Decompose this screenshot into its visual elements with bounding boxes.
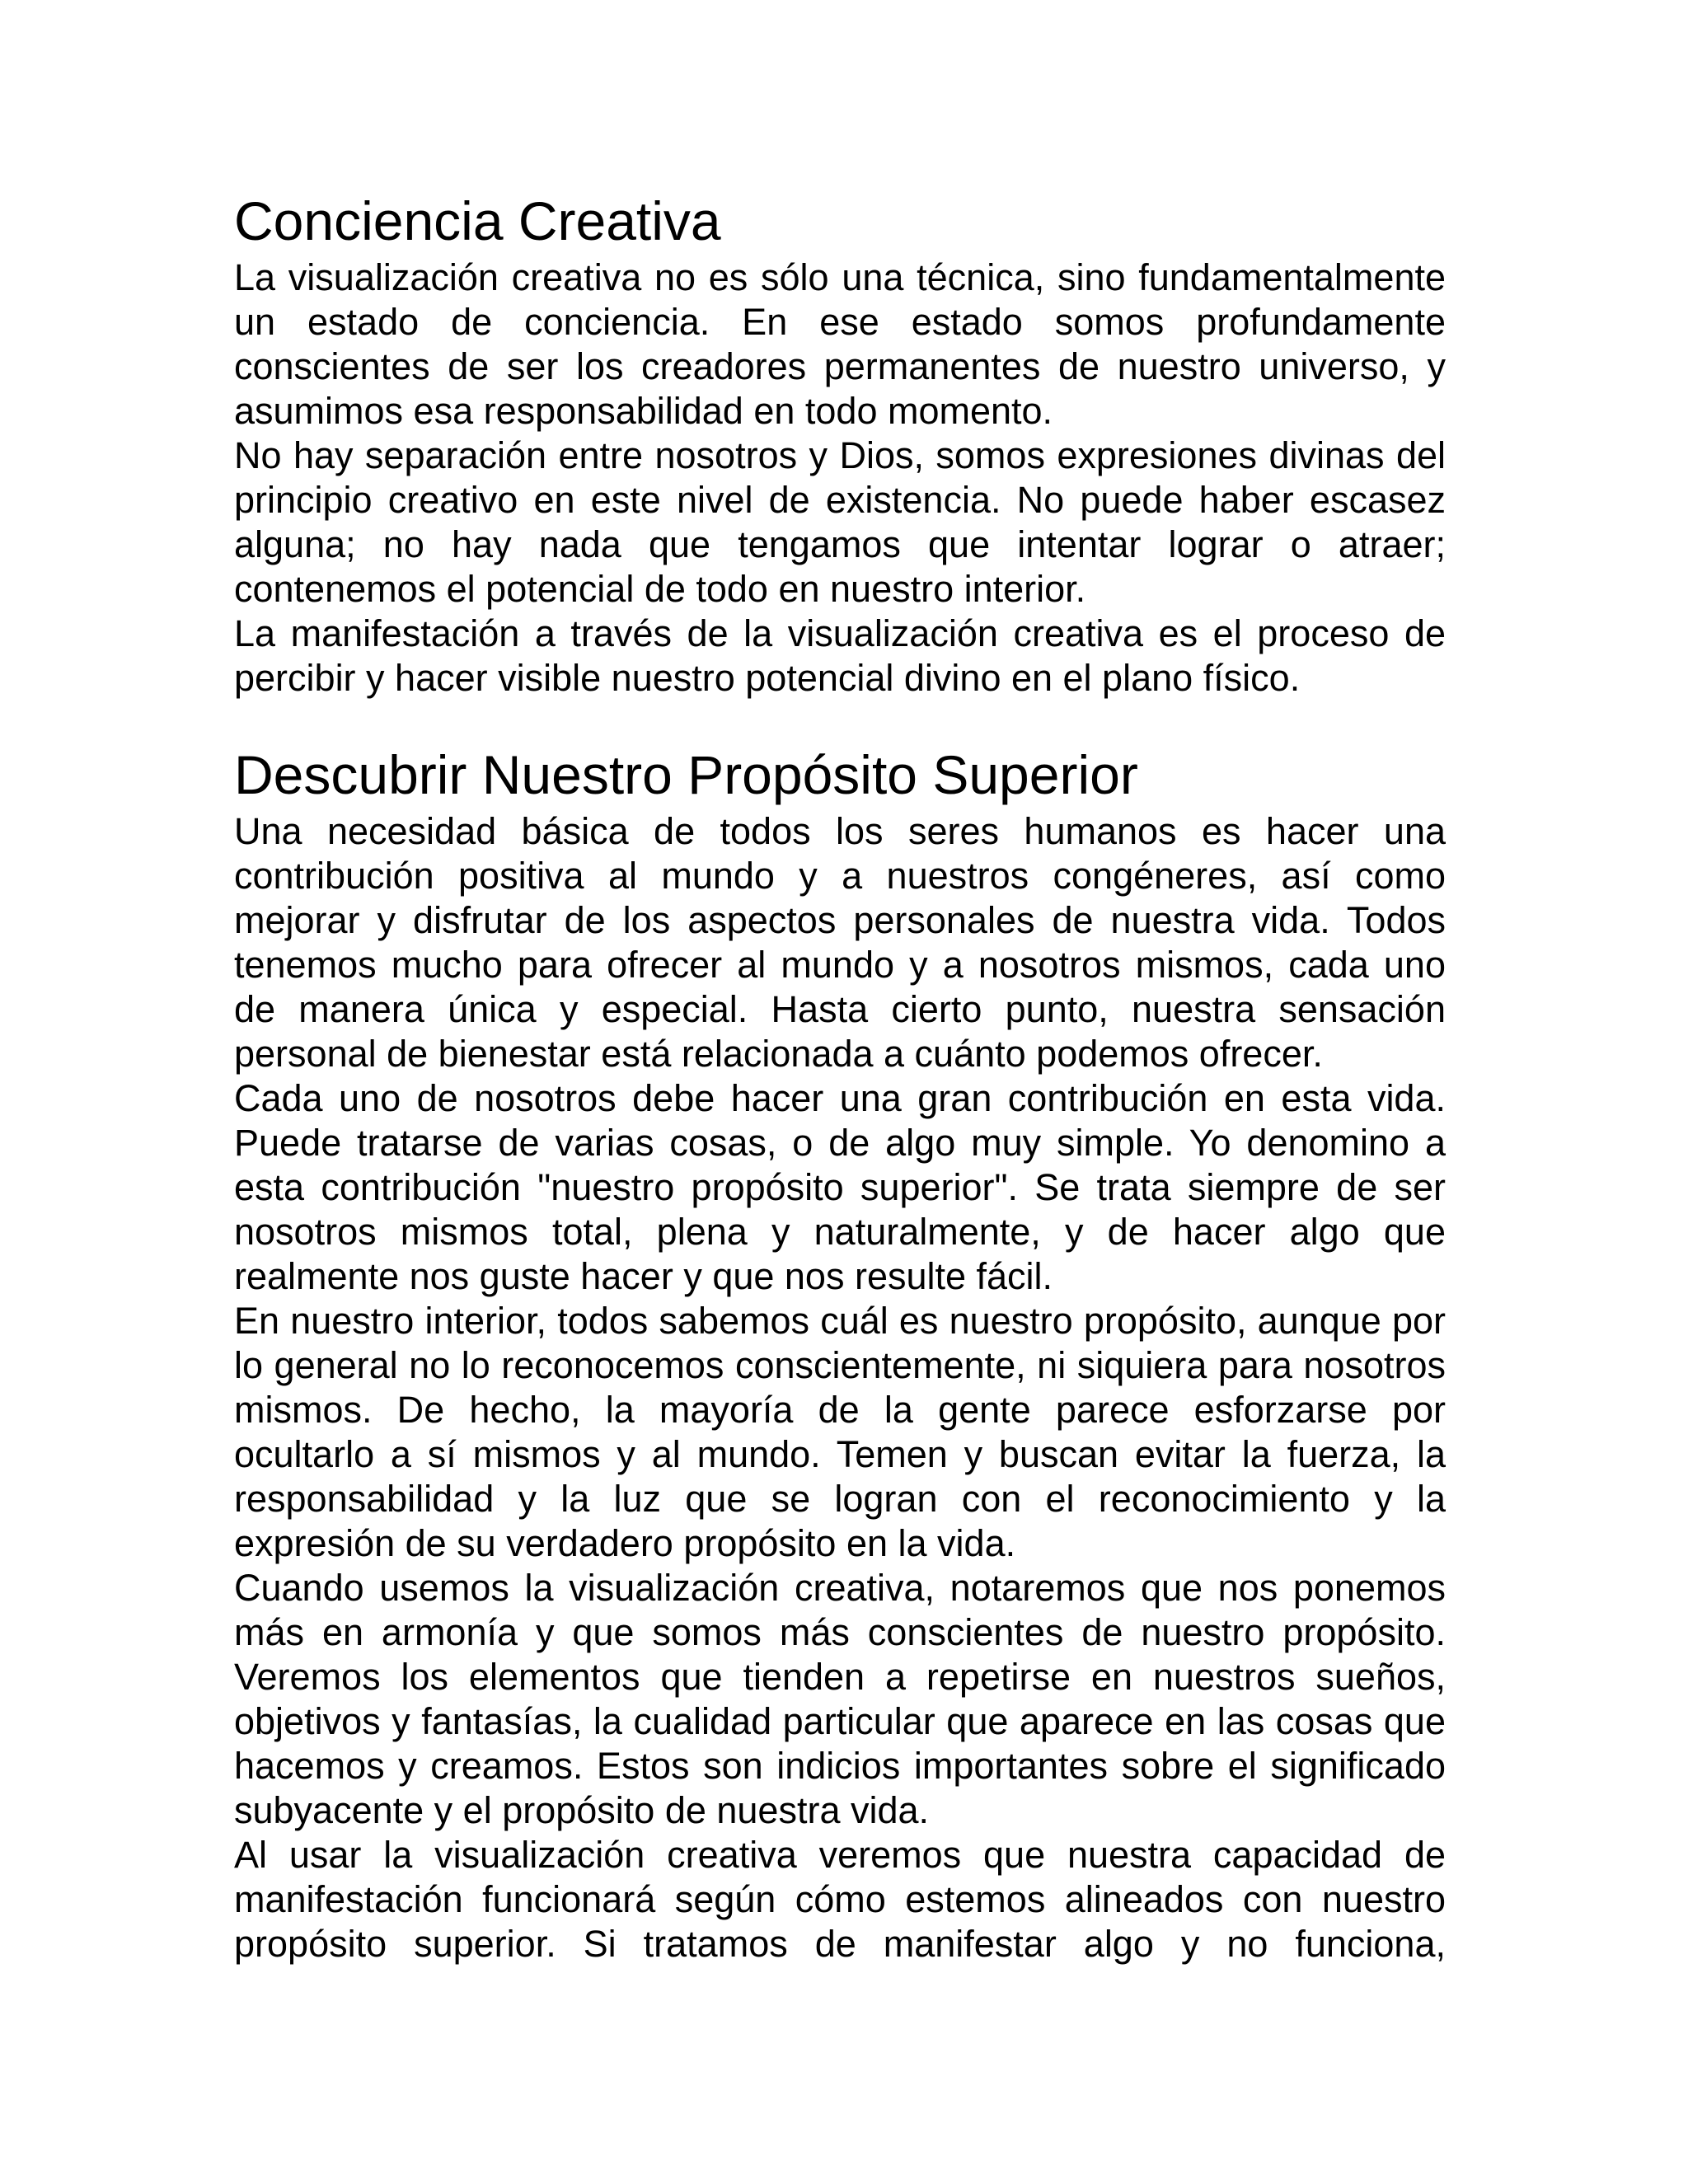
- paragraph: Una necesidad básica de todos los seres humanos es hacer una contribución positiva al mundo y a nuestros congéneres, así como mejorar y disfrutar de los aspectos personales de nuestra vida. Todos tenemos mucho para ofrecer al mundo y a nosotros mismos, cada uno de manera única y especial. Hasta cierto punto, nuestra sensación personal de bienestar está relacionada a cuánto podemos ofrecer.: [234, 810, 1446, 1075]
- text-column: [234, 186, 1446, 1966]
- paragraph: No hay separación entre nosotros y Dios, somos expresiones divinas del principio creativo en este nivel de existencia. No puede haber escasez alguna; no hay nada que tengamos que intentar lograr o atraer; contenemos el potencial de todo en nuestro interior.: [234, 434, 1446, 610]
- section-proposito-superior: [234, 740, 1446, 1966]
- paragraph: Al usar la visualización creativa veremos que nuestra capacidad de manifestación funcionará según cómo estemos alineados con nuestro propósito superior. Si tratamos de manifestar algo y no funciona,: [234, 1834, 1446, 1965]
- paragraph: La visualización creativa no es sólo una técnica, sino fundamentalmente un estado de conciencia. En ese estado somos profundamente conscientes de ser los creadores permanentes de nuestro universo, y asumimos esa responsabilidad en todo momento.: [234, 256, 1446, 432]
- paragraph: La manifestación a través de la visualización creativa es el proceso de percibir y hacer visible nuestro potencial divino en el plano físico.: [234, 612, 1446, 699]
- section-conciencia-creativa: [234, 186, 1446, 701]
- paragraph: En nuestro interior, todos sabemos cuál es nuestro propósito, aunque por lo general no lo reconocemos conscientemente, ni siquiera para nosotros mismos. De hecho, la mayoría de la gente parece esforzarse por ocultarlo a sí mismos y al mundo. Temen y buscan evitar la fuerza, la responsabilidad y la luz que se logran con el reconocimiento y la expresión de su verdadero propósito en la vida.: [234, 1300, 1446, 1564]
- paragraph: Cuando usemos la visualización creativa, notaremos que nos ponemos más en armonía y que somos más conscientes de nuestro propósito. Veremos los elementos que tienden a repetirse en nuestros sueños, objetivos y fantasías, la cualidad particular que aparece en las cosas que hacemos y creamos. Estos son indicios importantes sobre el significado subyacente y el propósito de nuestra vida.: [234, 1567, 1446, 1831]
- paragraph: Cada uno de nosotros debe hacer una gran contribución en esta vida. Puede tratarse de varias cosas, o de algo muy simple. Yo denomino a esta contribución "nuestro propósito superior". Se trata siempre de ser nosotros mismos total, plena y naturalmente, y de hacer algo que realmente nos guste hacer y que nos resulte fácil.: [234, 1077, 1446, 1297]
- section-heading: Conciencia Creativa: [234, 190, 721, 251]
- section-heading: Descubrir Nuestro Propósito Superior: [234, 744, 1138, 805]
